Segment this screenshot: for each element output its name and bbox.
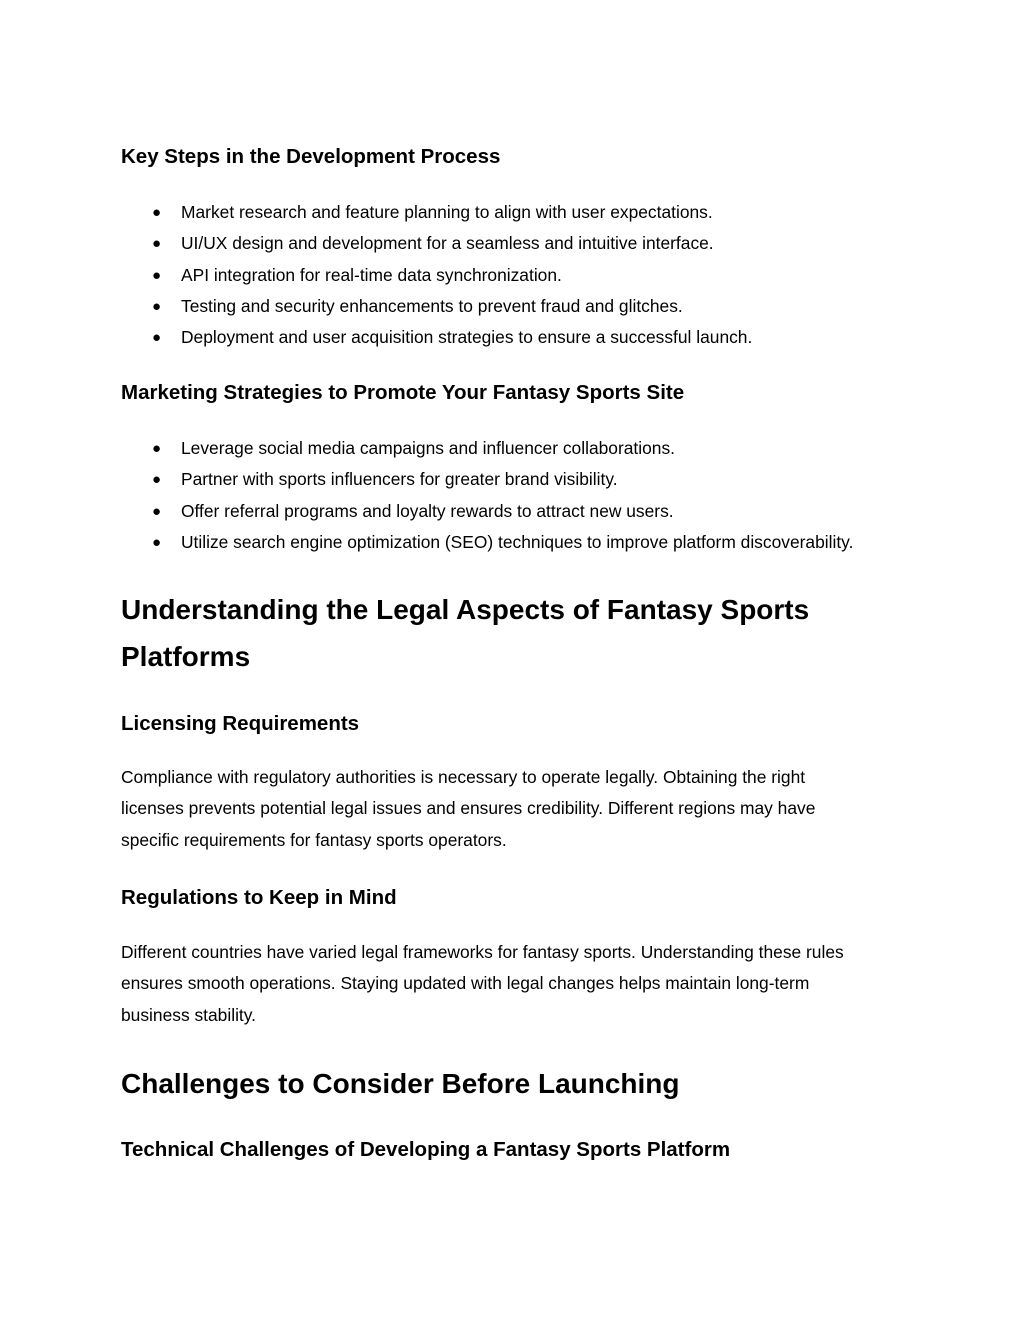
list-item: ● Partner with sports influencers for greater brand visibility. — [121, 464, 853, 495]
bullet-icon: ● — [152, 440, 162, 457]
list-item: ● Utilize search engine optimization (SEO) techniques to improve platform discoverability. — [121, 527, 853, 558]
bullet-icon: ● — [152, 502, 162, 520]
list-item: ● UI/UX design and development for a seamless and intuitive interface. — [121, 228, 752, 259]
bullet-icon: ● — [152, 329, 162, 347]
list-item: ● API integration for real-time data synchronization. — [121, 260, 752, 291]
heading-technical-challenges: Technical Challenges of Developing a Fantasy Sports Platform — [121, 1138, 731, 1161]
bullet-icon: ● — [152, 471, 162, 489]
list-item: ● Testing and security enhancements to prevent fraud and glitches. — [121, 291, 752, 322]
list-item: ● Leverage social media campaigns and influencer collaborations. — [121, 433, 853, 464]
heading-marketing-strategies: Marketing Strategies to Promote Your Fantasy Sports Site — [121, 381, 685, 404]
list-item: ● Deployment and user acquisition strategies to ensure a successful launch. — [121, 322, 752, 353]
heading-legal-aspects-line1: Understanding the Legal Aspects of Fantasy Sports — [121, 594, 810, 625]
heading-licensing-requirements: Licensing Requirements — [121, 712, 360, 735]
heading-regulations: Regulations to Keep in Mind — [121, 886, 397, 909]
list-item: ● Offer referral programs and loyalty rewards to attract new users. — [121, 496, 853, 527]
bullet-icon: ● — [152, 266, 162, 284]
list-marketing-strategies — [121, 433, 853, 558]
heading-legal-aspects-line2: Platforms — [121, 641, 251, 672]
list-item: ● Market research and feature planning to align with user expectations. — [121, 197, 752, 228]
bullet-icon: ● — [152, 235, 162, 253]
heading-key-steps: Key Steps in the Development Process — [121, 145, 501, 168]
heading-challenges: Challenges to Consider Before Launching — [121, 1068, 680, 1099]
paragraph-licensing: Compliance with regulatory authorities is necessary to operate legally. Obtaining the right licenses prevents potential legal issues and ensures credibility. Different regions may have specific requirements for fantasy sports operators. — [121, 767, 816, 850]
bullet-icon: ● — [152, 533, 162, 551]
bullet-icon: ● — [152, 297, 162, 315]
paragraph-regulations: Different countries have varied legal frameworks for fantasy sports. Understanding these rules ensures smooth operations. Staying updated with legal changes helps maintain long-term business stability. — [121, 942, 844, 1025]
bullet-icon: ● — [152, 204, 162, 221]
list-development-steps — [121, 197, 752, 353]
